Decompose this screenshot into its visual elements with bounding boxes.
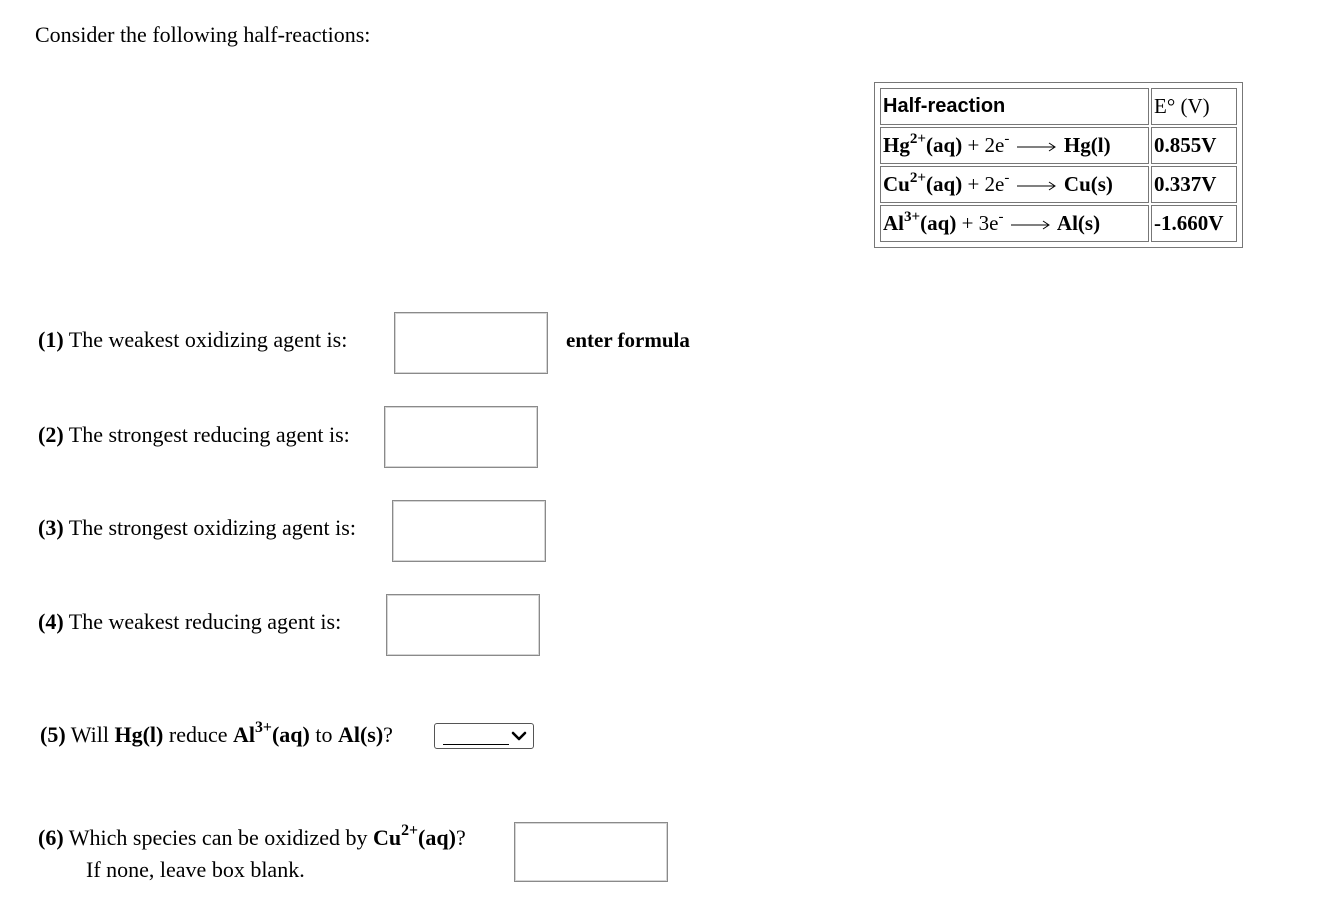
reaction-cell: $Al^{3+}(aq) + 3e^-$ Al(s) xyxy=(880,205,1149,242)
potential-cell: -1.660V xyxy=(1151,205,1237,242)
potential-cell: 0.337V xyxy=(1151,166,1237,203)
reaction-cell: $Cu^{2+}(aq) + 2e^-$ Cu(s) xyxy=(880,166,1149,203)
question-5-label: (5) Will Hg(l) reduce $Al^{3+}(aq)$ to Al(s)? xyxy=(40,719,393,747)
reduce-answer-select[interactable] xyxy=(434,723,534,749)
table-row xyxy=(880,205,1237,242)
weakest-reducing-agent-input[interactable] xyxy=(386,594,540,656)
header-half-reaction: Half-reaction xyxy=(880,88,1149,125)
intro-text: Consider the following half-reactions: xyxy=(35,22,371,47)
question-3-label: (3) The strongest oxidizing agent is: xyxy=(38,515,356,540)
table-row xyxy=(880,127,1237,164)
half-reaction-table xyxy=(874,82,1243,248)
question-4-label: (4) The weakest reducing agent is: xyxy=(38,609,342,634)
question-6-note: If none, leave box blank. xyxy=(86,857,305,882)
reaction-cell: $Hg^{2+}(aq) + 2e^-$ Hg(l) xyxy=(880,127,1149,164)
question-2-label: (2) The strongest reducing agent is: xyxy=(38,422,350,447)
strongest-reducing-agent-input[interactable] xyxy=(384,406,538,468)
right-arrow-icon xyxy=(1011,219,1051,231)
right-arrow-icon xyxy=(1017,180,1057,192)
weakest-oxidizing-agent-input[interactable] xyxy=(394,312,548,374)
table-row xyxy=(880,166,1237,203)
right-arrow-icon xyxy=(1017,141,1057,153)
select-blank-line xyxy=(443,744,509,745)
enter-formula-hint: enter formula xyxy=(566,328,690,352)
chevron-down-icon xyxy=(510,726,528,746)
header-potential: E° (V) xyxy=(1151,88,1237,125)
strongest-oxidizing-agent-input[interactable] xyxy=(392,500,546,562)
oxidized-by-cu-input[interactable] xyxy=(514,822,668,882)
potential-cell: 0.855V xyxy=(1151,127,1237,164)
question-1-label: (1) The weakest oxidizing agent is: xyxy=(38,327,348,352)
question-6-label: (6) Which species can be oxidized by $Cu^{2+}(aq)$? xyxy=(38,822,466,850)
